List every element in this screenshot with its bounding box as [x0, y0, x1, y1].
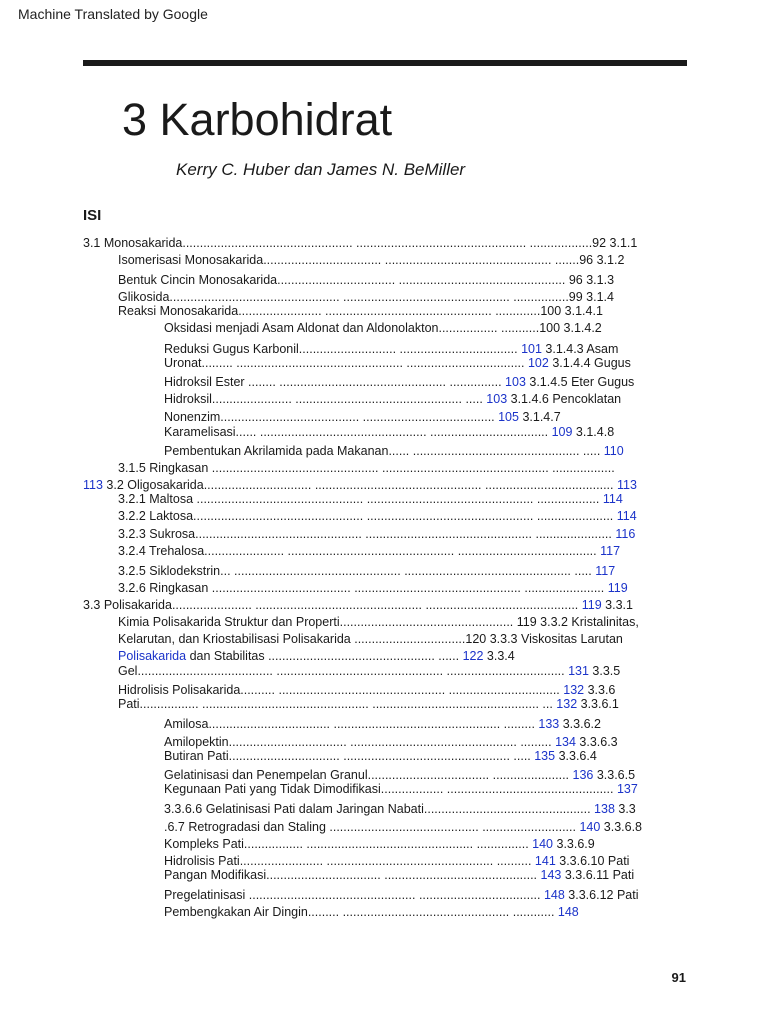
toc-page-link[interactable]: 103 [505, 375, 526, 389]
toc-page-link[interactable]: 135 [534, 749, 556, 763]
toc-line [164, 342, 618, 357]
toc-text: Butiran Pati................................ ................................................ ..... [164, 749, 535, 763]
toc-line [164, 444, 624, 459]
toc-page-link[interactable]: 117 [595, 564, 616, 578]
toc-text: 3.2.1 Maltosa ................................................ ................................................ .................. [118, 492, 603, 506]
toc-text: 3.1.4.5 Eter Gugus [525, 375, 635, 389]
toc-line [83, 598, 633, 613]
toc-page-link[interactable]: 136 [572, 768, 594, 782]
toc-text: Uronat......... ................................................ .................................. [164, 356, 528, 370]
toc-line [164, 717, 601, 732]
toc-text: Isomerisasi Monosakarida.................................. ................................................ .......96 3.1.2 [118, 253, 625, 267]
toc-line [164, 888, 639, 903]
toc-page-link[interactable]: 133 [538, 717, 560, 731]
toc-text: 3.3.5 [588, 664, 621, 678]
toc-line [164, 375, 634, 390]
toc-text: 3.3.6.5 [593, 768, 636, 782]
toc-text: Oksidasi menjadi Asam Aldonat dan Aldonolakton................. ...........100 3.1.4.2 [164, 321, 602, 335]
toc-text: Nonenzim........................................ ...................................... [164, 410, 499, 424]
toc-page-link[interactable]: 113 [83, 478, 103, 492]
toc-page-link[interactable]: 116 [615, 527, 636, 541]
toc-line [164, 735, 618, 750]
toc-text: Karamelisasi...... ................................................ .................................. [164, 425, 552, 439]
toc-text: 3.2.4 Trehalosa....................... ................................................ ........................................ [118, 544, 601, 558]
toc-text: 3.3 [614, 802, 636, 816]
toc-text: 3.1.4.3 Asam [541, 342, 619, 356]
toc-line [118, 649, 515, 664]
toc-line [118, 683, 615, 698]
toc-line [118, 615, 639, 630]
toc-page-link[interactable]: 117 [600, 544, 621, 558]
toc-page-link[interactable]: 102 [527, 356, 549, 370]
toc-text: Pati................. ................................................ ................................................ ... [118, 697, 557, 711]
toc-line [118, 492, 623, 507]
toc-page-link[interactable]: 110 [603, 444, 624, 458]
toc-text: 3.1 Monosakarida................................................. ................................................. ..................92 3.1.1 [83, 236, 638, 250]
toc-text: 3.3.6.1 [577, 697, 619, 711]
toc-page-link[interactable]: 143 [540, 868, 562, 882]
toc-text: 3.1.4.6 Pencoklatan [507, 392, 622, 406]
toc-page-link[interactable]: 113 [616, 478, 637, 492]
toc-text: 3.3.4 [483, 649, 515, 663]
toc-line [118, 564, 615, 579]
toc-text: Kelarutan, dan Kriostabilisasi Polisakarida ................................120 3.3.3 Viskositas Larutan [118, 632, 623, 646]
toc-line [164, 802, 636, 817]
toc-text: 3.3.6.4 [555, 749, 597, 763]
toc-text: 3.1.4.7 [518, 410, 561, 424]
toc-page-link[interactable]: 119 [607, 581, 628, 595]
page-number: 91 [671, 970, 686, 985]
toc-text: 3.2.5 Siklodekstrin... ................................................ ................................................ ..... [118, 564, 596, 578]
toc-text: Amilosa................................... ................................................ ......... [164, 717, 539, 731]
toc-text: 3.3.6.2 [559, 717, 601, 731]
toc-line [164, 837, 595, 852]
toc-page-link[interactable]: 122 [462, 649, 484, 663]
toc-page-link[interactable]: 132 [556, 697, 578, 711]
toc-text: Pembengkakan Air Dingin......... ................................................ ............ [164, 905, 558, 919]
toc-text: 3.3.6.11 Pati [561, 868, 635, 882]
toc-page-link[interactable]: 132 [563, 683, 585, 697]
toc-text: Kimia Polisakarida Struktur dan Properti.................................................. 119 3.3.2 Kristalinitas, [118, 615, 639, 629]
toc-text: Pangan Modifikasi................................. ............................................ [164, 868, 541, 882]
toc-text: Bentuk Cincin Monosakarida.................................. ................................................ 96 3.1.3 [118, 273, 615, 287]
toc-page-link[interactable]: Polisakarida [118, 649, 187, 663]
toc-page-link[interactable]: 134 [555, 735, 576, 749]
toc-heading: ISI [83, 207, 102, 224]
toc-line [118, 697, 619, 712]
toc-text: Hidroksil Ester ........ ................................................ ............... [164, 375, 506, 389]
toc-text: Pregelatinisasi ................................................ ................................... [164, 888, 544, 902]
toc-line [164, 749, 597, 764]
toc-page-link[interactable]: 148 [543, 888, 565, 902]
toc-text: 3.3.6.6 Gelatinisasi Pati dalam Jaringan Nabati................................................ [164, 802, 595, 816]
toc-page-link[interactable]: 141 [534, 854, 556, 868]
toc-page-link[interactable]: 114 [602, 492, 623, 506]
authors: Kerry C. Huber dan James N. BeMiller [176, 160, 466, 179]
toc-page-link[interactable]: 140 [579, 820, 601, 834]
toc-line [118, 527, 635, 542]
toc-line [164, 321, 602, 336]
toc-page-link[interactable]: 103 [486, 392, 508, 406]
chapter-title: 3 Karbohidrat [122, 94, 393, 145]
toc-page-link[interactable]: 105 [498, 410, 519, 424]
toc-page-link[interactable]: 137 [616, 782, 638, 796]
toc-line [164, 854, 629, 869]
toc-text: Kegunaan Pati yang Tidak Dimodifikasi.................. ................................................ [164, 782, 617, 796]
toc-page-link[interactable]: 138 [594, 802, 615, 816]
toc-text: Reaksi Monosakarida........................ ................................................ .............100 3.1.4.1 [118, 304, 603, 318]
toc-line [118, 304, 603, 319]
toc-line [164, 392, 621, 407]
toc-line [118, 273, 614, 288]
toc-text: 3.2.6 Ringkasan ........................................ ................................................ ....................... [118, 581, 608, 595]
toc-line [164, 425, 614, 440]
toc-text: 3.3.1 [601, 598, 633, 612]
toc-text: Hidrolisis Pati........................ ................................................ .......... [164, 854, 535, 868]
toc-line [118, 509, 637, 524]
machine-translated-note: Machine Translated by Google [18, 6, 208, 22]
toc-page-link[interactable]: 148 [557, 905, 579, 919]
toc-text: Gel....................................... ................................................ .................................. [118, 664, 569, 678]
toc-line [83, 236, 637, 251]
toc-page-link[interactable]: 119 [581, 598, 602, 612]
toc-text: 3.3.6.12 Pati [564, 888, 639, 902]
toc-text: 3.1.4.4 Gugus [548, 356, 631, 370]
toc-text: 3.2 Oligosakarida............................... ................................................ ..................................... [102, 478, 617, 492]
toc-line [118, 664, 620, 679]
toc-line [164, 820, 642, 835]
toc-text: .6.7 Retrogradasi dan Staling ........................................... ........................... [164, 820, 580, 834]
toc-page-link[interactable]: 140 [532, 837, 554, 851]
toc-text: 3.1.4.8 [572, 425, 615, 439]
toc-line [83, 478, 637, 493]
toc-text: Amilopektin.................................. ................................................ ......... [164, 735, 556, 749]
toc-text: Hidroksil....................... ................................................ ..... [164, 392, 487, 406]
toc-text: 3.3.6.10 Pati [555, 854, 630, 868]
toc-line [118, 253, 624, 268]
toc-line [164, 905, 579, 920]
toc-text: 3.2.3 Sukrosa................................................ ................................................ ...................... [118, 527, 616, 541]
toc-text: 3.2.2 Laktosa................................................. ................................................ ...................... [118, 509, 617, 523]
toc-text: 3.3.6.3 [575, 735, 618, 749]
toc-line [118, 544, 620, 559]
toc-line [164, 868, 634, 883]
toc-text: Pembentukan Akrilamida pada Makanan...... ................................................ ..... [164, 444, 604, 458]
toc-text: 3.3 Polisakarida....................... ................................................ ............................................ [83, 598, 582, 612]
toc-text: Glikosida................................................. ................................................ ................99 3.1.4 [118, 290, 614, 304]
toc-text: 3.3.6 [584, 683, 616, 697]
toc-text: Gelatinisasi dan Penempelan Granul................................... ...................... [164, 768, 573, 782]
toc-text: Hidrolisis Polisakarida.......... ................................................ ................................ [118, 683, 564, 697]
toc-line [164, 768, 635, 783]
toc-line [164, 410, 561, 425]
toc-line [164, 356, 631, 371]
toc-line [164, 782, 638, 797]
toc-line [118, 290, 614, 305]
toc-page-link[interactable]: 131 [568, 664, 589, 678]
toc-text: Reduksi Gugus Karbonil............................ .................................. [164, 342, 522, 356]
toc-page-link[interactable]: 109 [551, 425, 573, 439]
toc-line [118, 461, 615, 476]
toc-text: 3.1.5 Ringkasan ................................................ ................................................ .................. [118, 461, 615, 475]
toc-line [118, 632, 623, 647]
toc-page-link[interactable]: 101 [521, 342, 542, 356]
toc-page-link[interactable]: 114 [616, 509, 637, 523]
toc-text: 3.3.6.9 [553, 837, 595, 851]
toc-text: Kompleks Pati................. ................................................ ............... [164, 837, 533, 851]
toc-line [118, 581, 628, 596]
top-rule [83, 60, 687, 66]
toc-text: 3.3.6.8 [600, 820, 642, 834]
toc-text: dan Stabilitas ................................................ ...... [186, 649, 463, 663]
